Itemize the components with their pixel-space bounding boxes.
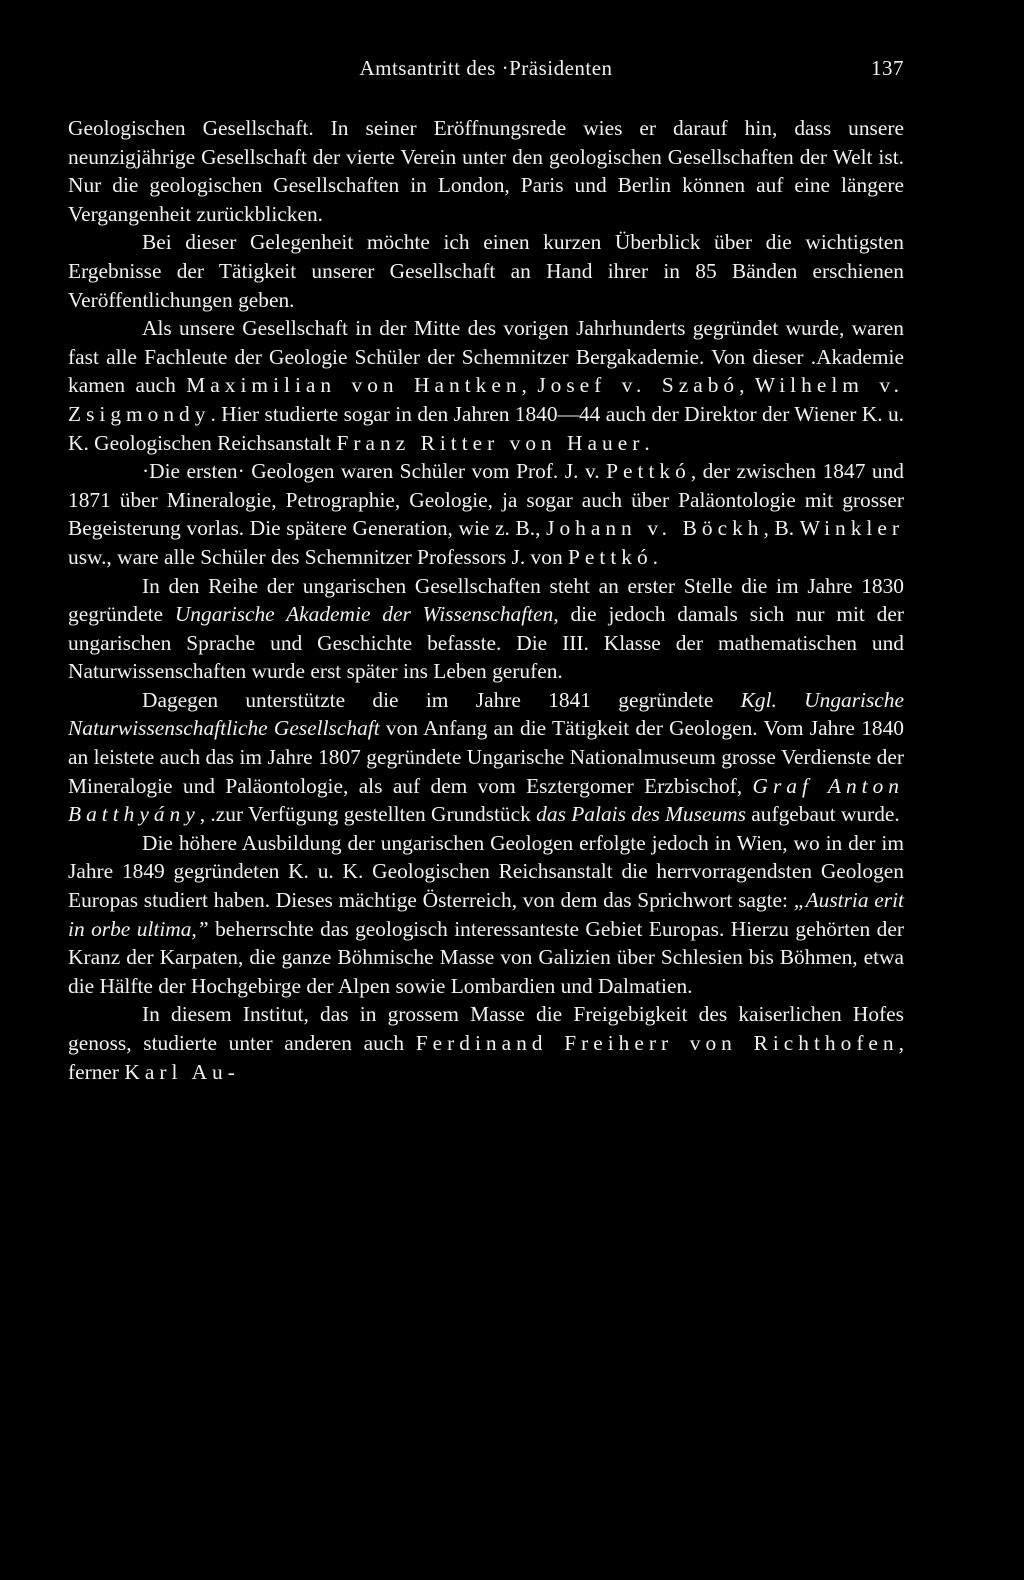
text-run: Ferdinand Freiherr von Richthofen [415,1031,899,1055]
text-run: Pettkó [606,459,691,484]
text-run: Pettkó [568,544,653,569]
text-run: Karl Au- [124,1059,240,1084]
text-run: . Hier studierte sogar in den Jahren 1840—44 auch der Direktor der Wiener K. u. K. Geologischen Reichsanstalt [68,401,904,455]
page-header [68,56,904,90]
text-run: . [652,544,659,569]
text-run: , [739,373,755,398]
text-run: , [521,373,538,398]
text-run: . [644,430,650,455]
text-run: Franz Ritter von Hauer [336,430,645,455]
text-run: In den Reihe der ungarischen Gesellschaften steht an erster Stelle die im Jahre 1830 gegründete [68,573,904,627]
paragraph [68,1000,904,1086]
text-run: , .zur Verfügung gestellten Grundstück [199,802,537,827]
text-run: Wilhelm v. Zsigmondy [68,373,904,426]
paragraph [68,228,904,314]
text-run: Bei dieser Gelegenheit möchte ich einen kurzen Überblick über die wichtigsten Ergebnisse der Tätigkeit unserer Gesellschaft an Hand ihrer in 85 Bänden erschienen Veröffentlichungen geben. [68,230,904,312]
text-run: Johann v. Böckh [546,516,764,541]
paragraph [68,686,904,829]
text-run: Graf Anton Batthyány [68,773,904,827]
text-run: , B. [763,516,800,541]
text-run: , ferner [68,1031,904,1084]
text-run: Dagegen unterstützte die im Jahre 1841 gegründete [142,687,741,712]
text-run: aufgebaut wurde. [745,802,900,827]
text-run: Ungarische Akademie der Wissenschaften [174,602,554,627]
running-title: Amtsantritt des ·Präsidenten [359,56,613,80]
text-run: Geologischen Gesellschaft. In seiner Eröffnungsrede wies er darauf hin, dass unsere neunzigjährige Gesellschaft der vierte Verein unter den geologischen Gesellschaften der Welt ist. Nur die geologischen Gesellschaften in London, Paris und Berlin können auf eine längere Vergangenheit zurückblicken. [68,116,904,226]
text-run: das Palais des Museums [536,802,746,827]
text-run: von Anfang an die Tätigkeit der Geologen. Vom Jahre 1840 an leistete auch das im Jahre 1807 gegründete Ungarische Nationalmuseum grosse Verdienste der Mineralogie und Paläontologie, als auf dem vom Esztergomer Erzbischof, [68,716,904,798]
text-run: Kgl. Ungarische Naturwissenschaftliche Gesellschaft [68,687,904,741]
paragraph [68,314,904,457]
text-run: , der zwischen 1847 und 1871 über Mineralogie, Petrographie, Geologie, ja sogar auch über Paläontologie mit grosser Begeisterung vorlas. Die spätere Generation, wie z. B., [68,459,904,541]
paragraph [68,457,904,571]
text-run: ·Die ersten· Geologen waren Schüler vom Prof. J. v. [142,459,607,484]
paragraph [68,114,904,228]
text-run: usw., ware alle Schüler des Schemnitzer Professors J. von [68,544,568,569]
paragraph [68,829,904,1001]
text-run: Winkler [799,516,904,541]
paragraph [68,572,904,686]
text-run: In diesem Institut, das in grossem Masse die Freigebigkeit des kaiserlichen Hofes genoss, studierte unter anderen auch [68,1002,904,1055]
text-run: „Austria erit in orbe ultima,” [68,888,904,941]
text-run: Als unsere Gesellschaft in der Mitte des vorigen Jahrhunderts gegründet wurde, waren fast alle Fachleute der Geologie Schüler der Schemnitzer Bergakademie. Von dieser .Akademie kamen auch [68,316,904,398]
page-number: 137 [871,56,904,80]
text-run: , die jedoch damals sich nur mit der ungarischen Sprache und Geschichte befasste. Die III. Klasse der mathematischen und Naturwissenschaften wurde erst später ins Leben gerufen. [68,602,904,684]
text-run: Die höhere Ausbildung der ungarischen Geologen erfolgte jedoch in Wien, wo in der im Jahre 1849 gegründeten K. u. K. Geologischen Reichsanstalt die herrvorragendsten Geologen Europas studiert haben. Dieses mächtige Österreich, von dem das Sprichwort sagte: [68,830,904,913]
body-text [68,114,904,1086]
text-run: Josef v. Szabó [537,373,740,398]
text-run: Maximilian von Hantken [186,373,522,398]
text-run: beherrschte das geologisch interessanteste Gebiet Europas. Hierzu gehörten der Kranz der Karpaten, die ganze Böhmische Masse von Galizien über Schlesien bis Böhmen, etwa die Hälfte der Hochgebirge der Alpen sowie Lombardien und Dalmatien. [68,916,904,998]
